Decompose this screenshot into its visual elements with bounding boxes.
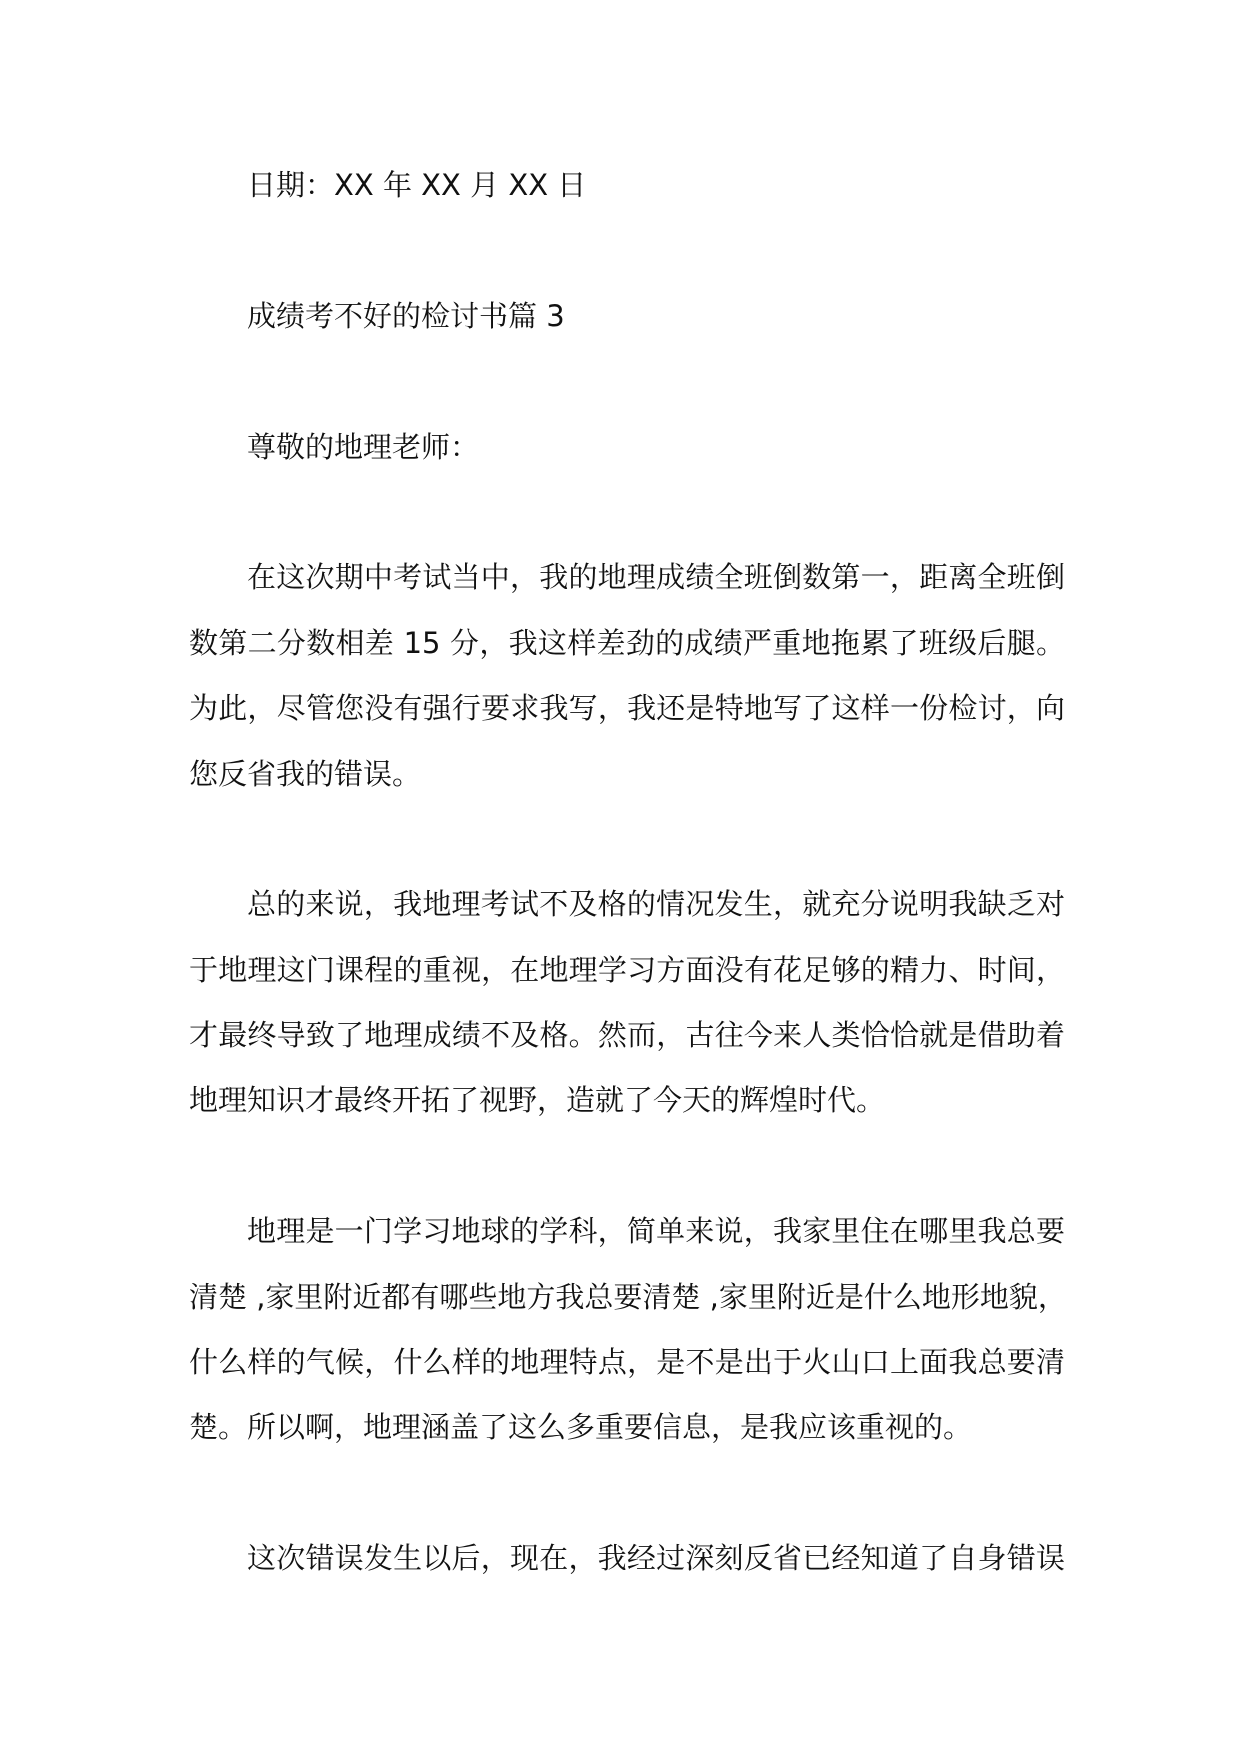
paragraph-line: 为此，尽管您没有强行要求我写，我还是特地写了这样一份检讨，向	[189, 691, 1065, 726]
document-body	[189, 153, 1065, 1657]
paragraph-line: 在这次期中考试当中，我的地理成绩全班倒数第一，距离全班倒	[247, 560, 1065, 595]
paragraph-line: 这次错误发生以后，现在，我经过深刻反省已经知道了自身错误	[247, 1541, 1065, 1576]
paragraph-line: 地理是一门学习地球的学科，简单来说，我家里住在哪里我总要	[247, 1214, 1065, 1249]
salutation-block	[189, 415, 1065, 480]
paragraph-line: 才最终导致了地理成绩不及格。然而，古往今来人类恰恰就是借助着	[189, 1018, 1065, 1053]
paragraph	[189, 1199, 1065, 1461]
title-block	[189, 284, 1065, 349]
paragraph-line: 清楚 ,家里附近都有哪些地方我总要清楚 ,家里附近是什么地形地貌，	[189, 1279, 1067, 1314]
paragraph-line: 您反省我的错误。	[189, 756, 422, 791]
salutation: 尊敬的地理老师：	[247, 429, 480, 464]
date-block	[189, 153, 1065, 218]
document-title: 成绩考不好的检讨书篇 3	[247, 298, 565, 333]
paragraph-line: 总的来说，我地理考试不及格的情况发生，就充分说明我缺乏对	[247, 887, 1065, 922]
date-line: 日期：XX 年 XX 月 XX 日	[247, 168, 587, 202]
paragraph-line: 数第二分数相差 15 分，我这样差劲的成绩严重地拖累了班级后腿。	[189, 625, 1065, 660]
paragraph	[189, 872, 1065, 1134]
paragraph-line: 楚。所以啊，地理涵盖了这么多重要信息，是我应该重视的。	[189, 1410, 973, 1445]
paragraph-line: 于地理这门课程的重视，在地理学习方面没有花足够的精力、时间，	[189, 952, 1065, 987]
paragraph-line: 什么样的气候，什么样的地理特点，是不是出于火山口上面我总要清	[189, 1345, 1065, 1380]
paragraph	[189, 545, 1065, 807]
paragraph-line: 地理知识才最终开拓了视野，造就了今天的辉煌时代。	[189, 1083, 886, 1118]
paragraph	[189, 1526, 1065, 1591]
